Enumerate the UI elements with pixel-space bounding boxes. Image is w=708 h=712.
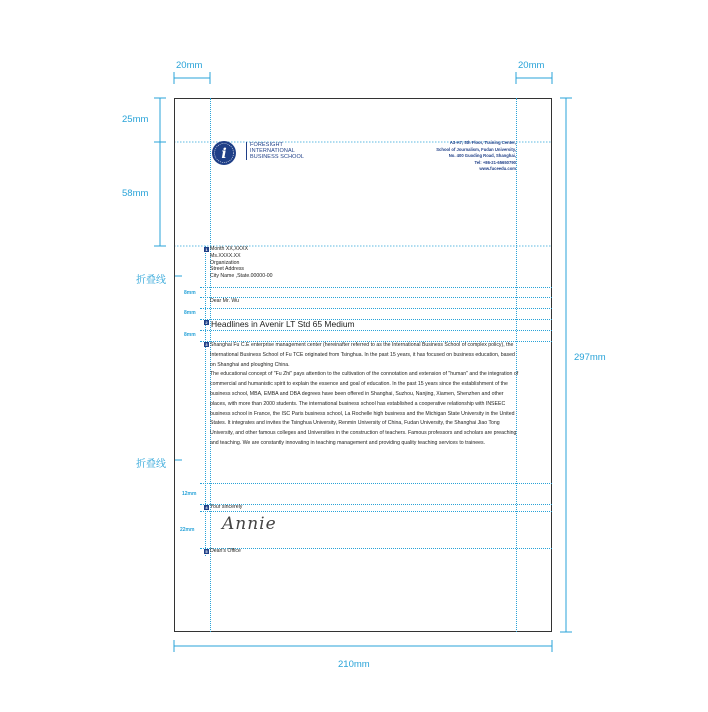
- signoff: Dean's Office: [210, 548, 241, 554]
- guide-line: [200, 548, 552, 549]
- left-margin-label: 20mm: [176, 60, 203, 71]
- recipient-city: City Name ,State.00000-00: [210, 273, 273, 280]
- right-margin-label: 20mm: [518, 60, 545, 71]
- letter-body: [210, 341, 520, 449]
- signature: Annie: [222, 514, 277, 534]
- guide-line: [200, 483, 552, 484]
- closing: Your sincerely: [210, 504, 243, 510]
- guide-line: [200, 330, 552, 331]
- page-height-label: 297mm: [574, 352, 606, 363]
- guide-line: [200, 287, 552, 288]
- gap-label: 8mm: [184, 310, 196, 316]
- fold-line-label-2: 折叠线: [136, 459, 166, 470]
- body-paragraph-1: Shanghai Fu C.E enterprise management center (hereinafter referred to as the International Business School of complex policy), the International Business School of Fu TCE originated from Tsinghua. In the past 15 years, it has focused on business education, based on Shanghai and ploughing China.: [210, 342, 515, 368]
- logo-line-1: FORESIGHT: [250, 142, 283, 148]
- section-marker-5: 5: [205, 549, 208, 554]
- section-marker-1: 1: [205, 247, 208, 252]
- salutation: Dear Mr. Wu: [210, 298, 240, 304]
- logo-emblem-icon: [211, 140, 237, 166]
- page-width-label: 210mm: [338, 659, 370, 670]
- logo-line-3: BUSINESS SCHOOL: [250, 154, 305, 160]
- address-line: A3-A7, 5th Floor, Training Center,: [449, 140, 516, 145]
- section-marker-2: 2: [205, 320, 208, 325]
- gap-label: 22mm: [180, 527, 195, 533]
- address-line: Tel: +86-21-65650790: [474, 159, 516, 165]
- body-paragraph-2: The educational concept of "Fu Zhi" pays attention to the cultivation of the connotation and extension of "human" and the integration of commercial and humanistic spirit to explain the essence and goal of education. In the past 15 years since the establishment of the business school, MBA, EMBA and DBA degrees have been offered in Shanghai, Suzhou, Nanjing, Xiamen, Shenzhen and other places, with more than 2000 students. The international business school has established a cooperative relationship with INSEEC business school in France, the ISC Paris business school, La Rochelle high business and the Michigan State University in the United States. It integrates and invites the Tsinghua University, Renmin University of China, Fudan University, the Shanghai Jiao Tong University, and other famous colleges and Universities in the construction of teachers. Famous professors and scholars are preaching and teaching. We are constantly innovating in teaching management and providing quality teaching services to trainees.: [210, 371, 519, 446]
- guide-line: [200, 308, 552, 309]
- guide-line: [200, 504, 552, 505]
- address-line: www.fuceedu.com: [479, 166, 516, 171]
- svg-text:i: i: [221, 146, 227, 162]
- headline: Headlines in Avenir LT Std 65 Medium: [211, 319, 355, 329]
- logo-wordmark: [246, 142, 304, 160]
- recipient-name: Ms.XXXX.XX: [210, 252, 241, 259]
- address-block: [410, 140, 516, 173]
- section-marker-3: 3: [205, 342, 208, 347]
- section-marker-4: 4: [205, 505, 208, 510]
- address-line: No. 400 Guoding Road, Shanghai,: [448, 153, 516, 158]
- logo-line-2: INTERNATIONAL: [250, 148, 295, 154]
- header-height-label: 58mm: [122, 188, 149, 199]
- recipient-block: [210, 246, 273, 280]
- top-margin-label: 25mm: [122, 114, 149, 125]
- gap-label: 8mm: [184, 290, 196, 296]
- recipient-street: Street Address: [210, 266, 245, 273]
- address-line: School of Journalism, Fudan University,: [436, 146, 516, 152]
- guide-line: [200, 511, 552, 512]
- date-line: Month XX,XXXX: [210, 246, 249, 252]
- guide-line: [200, 297, 552, 298]
- recipient-organization: Organization: [210, 259, 240, 266]
- school-logo: [211, 140, 237, 171]
- gap-label: 8mm: [184, 332, 196, 338]
- fold-line-label-1: 折叠线: [136, 275, 166, 286]
- gap-label: 12mm: [182, 491, 197, 497]
